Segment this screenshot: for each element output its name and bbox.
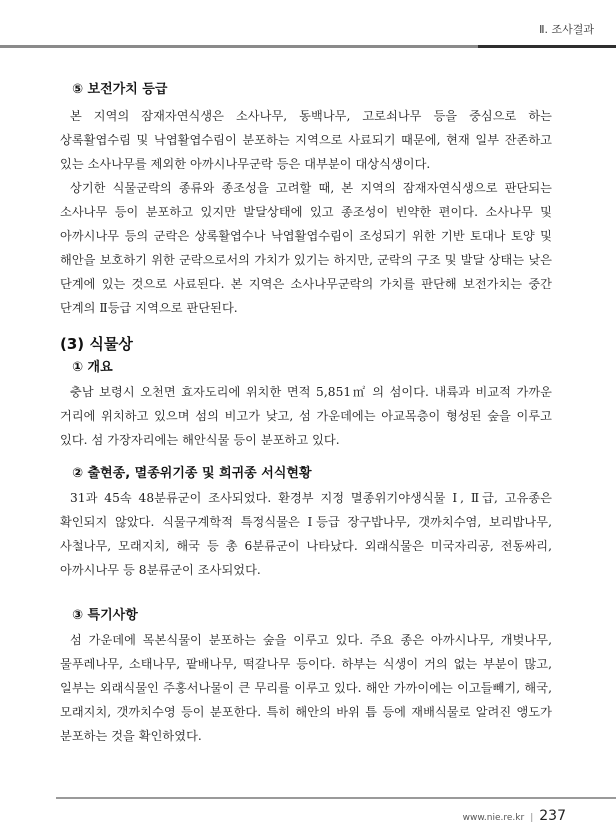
heading-notes: ③ 특기사항 — [72, 608, 138, 623]
page-number: 237 — [539, 808, 566, 824]
paragraph-value-grade-1: 본 지역의 잠재자연식생은 소사나무, 동백나무, 고로쇠나무 등을 중심으로 하는 상록활엽수림 및 낙엽활엽수림이 분포하는 지역으로 사료되기 때문에, 현재 일부 잔존하고 있는 소사나무를 제외한 아까시나무군락 등은 대부분이 대상식생이다. — [60, 109, 552, 171]
heading-species: ② 출현종, 멸종위기종 및 희귀종 서식현황 — [72, 466, 312, 481]
paragraph-species: 31과 45속 48분류군이 조사되었다. 환경부 지정 멸종위기야생식물 Ⅰ, Ⅱ급, 고유종은 확인되지 않았다. 식물구계학적 특정식물은 Ⅰ등급 장구밥나무, 갯까치수염, 보리밥나무, 사철나무, 모래지치, 해국 등 총 6분류군이 나타났다. 외래식물은 미국자리공, 전동싸리, 아까시나무 등 8분류군이 조사되었다. — [60, 491, 552, 577]
footer-separator: | — [530, 813, 534, 823]
paragraph-value-grade-2: 상기한 식물군락의 종류와 종조성을 고려할 때, 본 지역의 잠재자연식생으로 판단되는 소사나무 등이 분포하고 있지만 발달상태에 있고 종조성이 빈약한 편이다. 소사나무 및 아까시나무 등의 군락은 상록활엽수나 낙엽활엽수림이 조성되기 위한 기반 토대나 토양 및 해안을 보호하기 위한 군락으로서의 가치가 있기는 하지만, 군락의 구조 및 발달 상태는 낮은 단계에 있는 것으로 사료된다. 본 지역은 소사나무군락의 가치를 판단해 보전가치는 중간 단계의 Ⅱ등급 지역으로 판단된다. — [60, 181, 552, 315]
page-content — [60, 80, 552, 748]
chapter-title: Ⅱ. 조사결과 — [539, 23, 594, 36]
page-footer — [463, 808, 566, 824]
paragraph-overview: 충남 보령시 오천면 효자도리에 위치한 면적 5,851㎡ 의 섬이다. 내륙과 비교적 가까운 거리에 위치하고 있으며 섬의 비고가 낮고, 섬 가운데에는 아교목층이 형성된 숲을 이루고 있다. 섬 가장자리에는 해안식물 등이 분포하고 있다. — [60, 385, 552, 447]
heading-flora: (3) 식물상 — [60, 335, 133, 353]
heading-overview: ① 개요 — [72, 360, 113, 375]
footer-rule — [56, 797, 616, 799]
header-rule — [0, 45, 558, 48]
paragraph-notes: 섬 가운데에 목본식물이 분포하는 숲을 이루고 있다. 주요 종은 아까시나무, 개벚나무, 물푸레나무, 소태나무, 팥배나무, 떡갈나무 등이다. 하부는 식생이 거의 없는 부분이 많고, 일부는 외래식물인 주홍서나물이 큰 무리를 이루고 있다. 해안 가까이에는 이고들빼기, 해국, 모래지치, 갯까치수영 등이 분포한다. 특히 해안의 바위 틈 등에 재배식물로 알려진 앵도가 분포하는 것을 확인하였다. — [60, 633, 552, 743]
footer-url[interactable]: www.nie.re.kr — [462, 813, 525, 823]
chapter-header — [478, 23, 616, 48]
heading-value-grade: ⑤ 보전가치 등급 — [72, 82, 168, 97]
